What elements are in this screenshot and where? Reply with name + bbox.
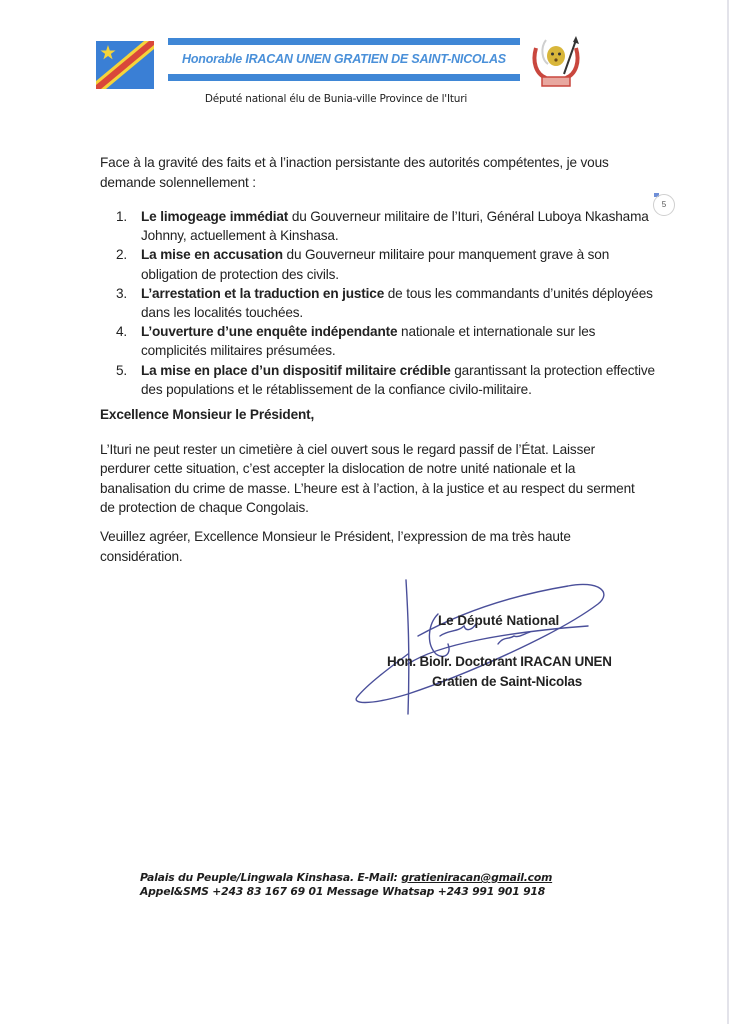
signatory-name-line2: Gratien de Saint-Nicolas <box>432 674 582 689</box>
drc-flag-icon <box>96 41 154 89</box>
drc-coat-of-arms-icon <box>528 34 584 92</box>
letterhead-title: Honorable IRACAN UNEN GRATIEN DE SAINT-NICOLAS <box>182 52 506 66</box>
footer-email-link[interactable]: gratieniracan@gmail.com <box>401 871 553 884</box>
demand-item: 5. La mise en place d’un dispositif militaire crédible garantissant la protection effective des populations et le rétablissement de la confiance civilo-militaire. <box>116 362 655 397</box>
header-band-top <box>168 38 520 45</box>
demand-item: 3. L’arrestation et la traduction en justice de tous les commandants d’unités déployées dans les localités touchées. <box>116 285 653 321</box>
header-band-bottom <box>168 74 520 81</box>
handwritten-signature <box>348 574 638 719</box>
footer-address-line: Palais du Peuple/Lingwala Kinshasa. E-Mail: gratieniracan@gmail.com <box>140 871 553 884</box>
signatory-name-line1: Hon. Biolr. Doctorant IRACAN UNEN <box>387 654 612 669</box>
signatory-title: Le Député National <box>438 613 560 628</box>
intro-paragraph: Face à la gravité des faits et à l’inaction persistante des autorités compétentes, je vous demande solennellement : <box>100 155 609 190</box>
main-paragraph: L’Ituri ne peut rester un cimetière à ciel ouvert sous le regard passif de l’État. Laisser perdurer cette situation, c’est accepter la dislocation de notre unité nationale et la banalisation du crime de masse. L’heure est à l’action, à la justice et au respect du serment de protection de chaque Congolais. <box>100 442 635 515</box>
page-edge <box>727 0 729 1024</box>
salutation: Excellence Monsieur le Président, <box>100 407 315 422</box>
page-number: 5 <box>653 194 675 216</box>
demand-item: 2. La mise en accusation du Gouverneur militaire pour manquement grave à son obligation de protection des civils. <box>116 247 610 282</box>
closing-paragraph: Veuillez agréer, Excellence Monsieur le Président, l’expression de ma très haute considération. <box>100 529 571 564</box>
demands-list <box>116 207 656 399</box>
demand-item: 4. L’ouverture d’une enquête indépendante nationale et internationale sur les complicités militaires présumées. <box>116 324 596 359</box>
demand-item: 1. Le limogeage immédiat du Gouverneur militaire de l’Ituri, Général Luboya Nkashama Johnny, actuellement à Kinshasa. <box>116 209 649 244</box>
letterhead-subtitle: Député national élu de Bunia-ville Province de l'Ituri <box>204 93 468 105</box>
footer-phones-line: Appel&SMS +243 83 167 69 01 Message Whatsap +243 991 901 918 <box>140 885 546 898</box>
